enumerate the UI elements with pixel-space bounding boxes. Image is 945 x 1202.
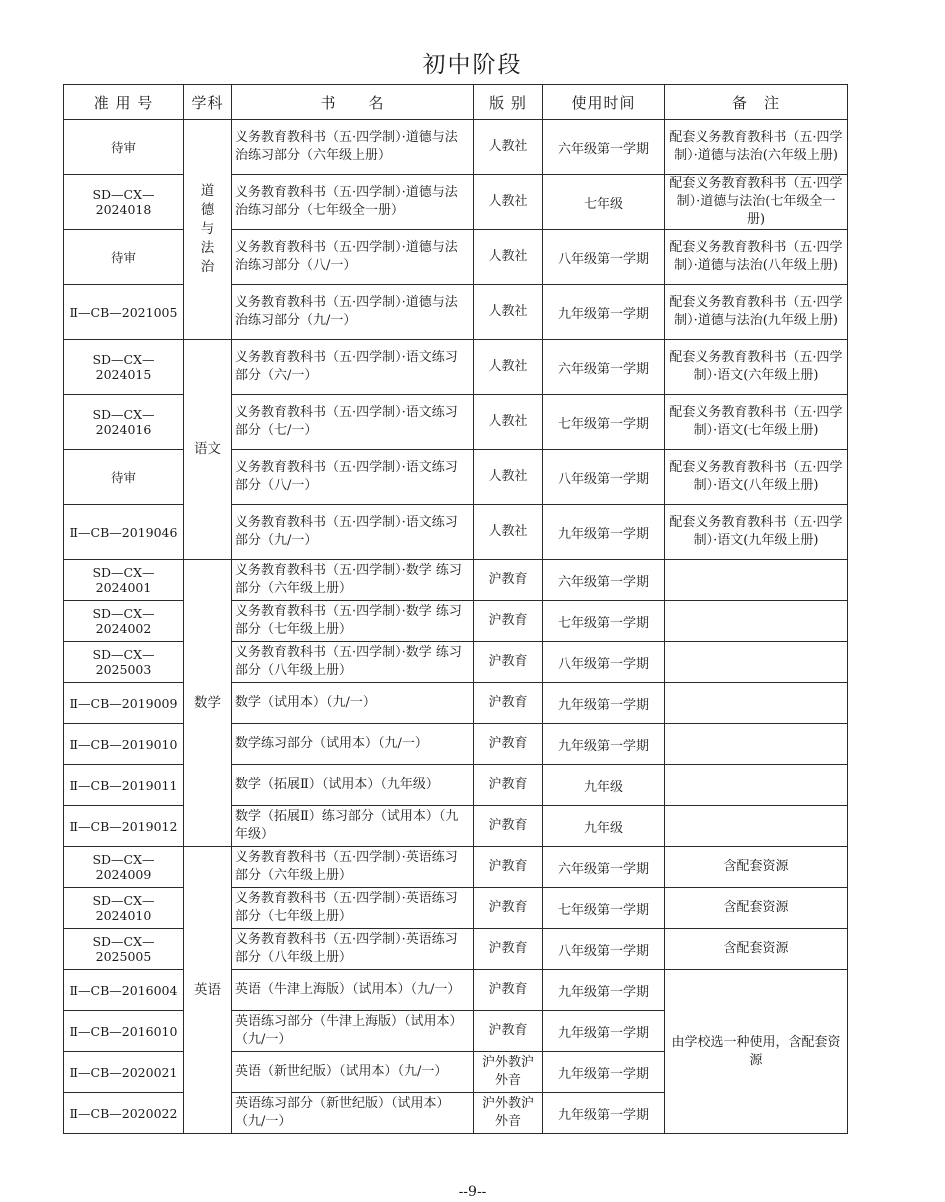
book-cell: 义务教育教科书（五·四学制）·道德与法治练习部分（七年级全一册） — [232, 175, 474, 230]
note-cell: 含配套资源 — [665, 847, 848, 888]
note-cell: 含配套资源 — [665, 888, 848, 929]
time-cell: 六年级第一学期 — [543, 340, 665, 395]
book-cell: 英语练习部分（牛津上海版）（试用本）（九/一） — [232, 1011, 474, 1052]
table-row — [64, 724, 848, 765]
book-cell: 义务教育教科书（五·四学制）·英语练习部分（八年级上册） — [232, 929, 474, 970]
note-cell: 配套义务教育教科书（五·四学制）·道德与法治(七年级全一册) — [665, 175, 848, 230]
time-cell: 六年级第一学期 — [543, 847, 665, 888]
id-cell: Ⅱ—CB—2019011 — [64, 765, 184, 806]
textbook-table — [63, 84, 848, 1134]
id-cell: SD—CX—2025003 — [64, 642, 184, 683]
publisher-cell: 沪教育 — [474, 560, 543, 601]
header-id: 准 用 号 — [64, 85, 184, 120]
note-cell-shared: 由学校选一种使用，含配套资源 — [665, 970, 848, 1134]
publisher-cell: 沪教育 — [474, 683, 543, 724]
publisher-cell: 沪教育 — [474, 642, 543, 683]
publisher-cell: 人教社 — [474, 505, 543, 560]
note-cell: 配套义务教育教科书（五·四学制）·道德与法治(六年级上册) — [665, 120, 848, 175]
publisher-cell: 人教社 — [474, 175, 543, 230]
note-cell: 配套义务教育教科书（五·四学制）·道德与法治(八年级上册) — [665, 230, 848, 285]
publisher-cell: 沪教育 — [474, 765, 543, 806]
page-number: --9-- — [458, 1184, 487, 1200]
subject-cell-morality — [184, 120, 232, 340]
book-cell: 数学（拓展Ⅱ）练习部分（试用本）（九年级） — [232, 806, 474, 847]
time-cell: 八年级第一学期 — [543, 929, 665, 970]
time-cell: 六年级第一学期 — [543, 120, 665, 175]
time-cell: 七年级 — [543, 175, 665, 230]
book-cell: 义务教育教科书（五·四学制）·语文练习部分（六/一） — [232, 340, 474, 395]
subject-label: 道德与法治 — [200, 183, 215, 275]
publisher-cell: 沪教育 — [474, 1011, 543, 1052]
note-cell: 配套义务教育教科书（五·四学制）·语文(七年级上册) — [665, 395, 848, 450]
note-cell — [665, 560, 848, 601]
book-cell: 义务教育教科书（五·四学制）·英语练习部分（七年级上册） — [232, 888, 474, 929]
table-row — [64, 120, 848, 175]
note-cell: 配套义务教育教科书（五·四学制）·语文(六年级上册) — [665, 340, 848, 395]
table-row — [64, 230, 848, 285]
time-cell: 九年级第一学期 — [543, 1011, 665, 1052]
book-cell: 英语（牛津上海版）（试用本）（九/一） — [232, 970, 474, 1011]
id-cell: SD—CX—2024009 — [64, 847, 184, 888]
publisher-cell: 沪教育 — [474, 601, 543, 642]
publisher-cell: 沪教育 — [474, 888, 543, 929]
book-cell: 数学（试用本）（九/一） — [232, 683, 474, 724]
publisher-cell: 沪外教沪外音 — [474, 1093, 543, 1134]
publisher-cell: 人教社 — [474, 450, 543, 505]
table-row — [64, 505, 848, 560]
note-cell — [665, 601, 848, 642]
table-row — [64, 340, 848, 395]
table-row — [64, 175, 848, 230]
table-row — [64, 601, 848, 642]
publisher-cell: 人教社 — [474, 230, 543, 285]
book-cell: 数学练习部分（试用本）（九/一） — [232, 724, 474, 765]
publisher-cell: 人教社 — [474, 285, 543, 340]
note-cell: 配套义务教育教科书（五·四学制）·语文(九年级上册) — [665, 505, 848, 560]
publisher-cell: 沪外教沪外音 — [474, 1052, 543, 1093]
time-cell: 七年级第一学期 — [543, 601, 665, 642]
time-cell: 九年级第一学期 — [543, 1093, 665, 1134]
page-title: 初中阶段 — [422, 52, 523, 78]
note-cell — [665, 806, 848, 847]
time-cell: 九年级第一学期 — [543, 1052, 665, 1093]
publisher-cell: 人教社 — [474, 395, 543, 450]
table-row — [64, 683, 848, 724]
subject-cell-math: 数学 — [184, 560, 232, 847]
time-cell: 九年级 — [543, 765, 665, 806]
publisher-cell: 沪教育 — [474, 929, 543, 970]
id-cell: SD—CX—2024018 — [64, 175, 184, 230]
book-cell: 英语练习部分（新世纪版）（试用本）（九/一） — [232, 1093, 474, 1134]
book-cell: 义务教育教科书（五·四学制）·数学 练习部分（六年级上册） — [232, 560, 474, 601]
publisher-cell: 沪教育 — [474, 847, 543, 888]
header-note: 备 注 — [665, 85, 848, 120]
id-cell: Ⅱ—CB—2016004 — [64, 970, 184, 1011]
id-cell: 待审 — [64, 120, 184, 175]
id-cell: SD—CX—2025005 — [64, 929, 184, 970]
id-cell: Ⅱ—CB—2019010 — [64, 724, 184, 765]
note-cell — [665, 724, 848, 765]
time-cell: 九年级第一学期 — [543, 505, 665, 560]
note-cell — [665, 683, 848, 724]
id-cell: 待审 — [64, 450, 184, 505]
table-row — [64, 847, 848, 888]
header-row — [64, 85, 848, 120]
time-cell: 八年级第一学期 — [543, 642, 665, 683]
header-publisher: 版 别 — [474, 85, 543, 120]
time-cell: 八年级第一学期 — [543, 450, 665, 505]
id-cell: SD—CX—2024002 — [64, 601, 184, 642]
time-cell: 九年级第一学期 — [543, 724, 665, 765]
time-cell: 九年级第一学期 — [543, 970, 665, 1011]
id-cell: Ⅱ—CB—2020021 — [64, 1052, 184, 1093]
table-row — [64, 642, 848, 683]
note-cell: 含配套资源 — [665, 929, 848, 970]
table-row — [64, 888, 848, 929]
time-cell: 七年级第一学期 — [543, 888, 665, 929]
time-cell: 九年级第一学期 — [543, 683, 665, 724]
book-cell: 义务教育教科书（五·四学制）·语文练习部分（八/一） — [232, 450, 474, 505]
table-row — [64, 450, 848, 505]
book-cell: 义务教育教科书（五·四学制）·数学 练习部分（八年级上册） — [232, 642, 474, 683]
time-cell: 九年级 — [543, 806, 665, 847]
id-cell: Ⅱ—CB—2019012 — [64, 806, 184, 847]
publisher-cell: 沪教育 — [474, 806, 543, 847]
note-cell — [665, 642, 848, 683]
table-row — [64, 765, 848, 806]
table-row — [64, 806, 848, 847]
id-cell: SD—CX—2024015 — [64, 340, 184, 395]
table-row — [64, 970, 848, 1011]
id-cell: SD—CX—2024016 — [64, 395, 184, 450]
book-cell: 义务教育教科书（五·四学制）·数学 练习部分（七年级上册） — [232, 601, 474, 642]
table-row — [64, 395, 848, 450]
table-row — [64, 929, 848, 970]
book-cell: 义务教育教科书（五·四学制）·道德与法治练习部分（六年级上册） — [232, 120, 474, 175]
id-cell: SD—CX—2024010 — [64, 888, 184, 929]
time-cell: 七年级第一学期 — [543, 395, 665, 450]
publisher-cell: 人教社 — [474, 340, 543, 395]
id-cell: Ⅱ—CB—2019009 — [64, 683, 184, 724]
note-cell: 配套义务教育教科书（五·四学制）·语文(八年级上册) — [665, 450, 848, 505]
time-cell: 六年级第一学期 — [543, 560, 665, 601]
book-cell: 英语（新世纪版）（试用本）（九/一） — [232, 1052, 474, 1093]
note-cell: 配套义务教育教科书（五·四学制）·道德与法治(九年级上册) — [665, 285, 848, 340]
book-cell: 义务教育教科书（五·四学制）·道德与法治练习部分（九/一） — [232, 285, 474, 340]
publisher-cell: 沪教育 — [474, 724, 543, 765]
subject-cell-chinese: 语文 — [184, 340, 232, 560]
id-cell: Ⅱ—CB—2019046 — [64, 505, 184, 560]
book-cell: 数学（拓展Ⅱ）（试用本）（九年级） — [232, 765, 474, 806]
table-row — [64, 560, 848, 601]
time-cell: 九年级第一学期 — [543, 285, 665, 340]
id-cell: 待审 — [64, 230, 184, 285]
subject-cell-english: 英语 — [184, 847, 232, 1134]
book-cell: 义务教育教科书（五·四学制）·语文练习部分（九/一） — [232, 505, 474, 560]
table-row — [64, 285, 848, 340]
book-cell: 义务教育教科书（五·四学制）·道德与法治练习部分（八/一） — [232, 230, 474, 285]
book-cell: 义务教育教科书（五·四学制）·英语练习部分（六年级上册） — [232, 847, 474, 888]
id-cell: Ⅱ—CB—2021005 — [64, 285, 184, 340]
publisher-cell: 人教社 — [474, 120, 543, 175]
header-time: 使用时间 — [543, 85, 665, 120]
id-cell: Ⅱ—CB—2016010 — [64, 1011, 184, 1052]
note-cell — [665, 765, 848, 806]
id-cell: SD—CX—2024001 — [64, 560, 184, 601]
book-cell: 义务教育教科书（五·四学制）·语文练习部分（七/一） — [232, 395, 474, 450]
id-cell: Ⅱ—CB—2020022 — [64, 1093, 184, 1134]
header-subject: 学科 — [184, 85, 232, 120]
header-book: 书 名 — [232, 85, 474, 120]
publisher-cell: 沪教育 — [474, 970, 543, 1011]
time-cell: 八年级第一学期 — [543, 230, 665, 285]
